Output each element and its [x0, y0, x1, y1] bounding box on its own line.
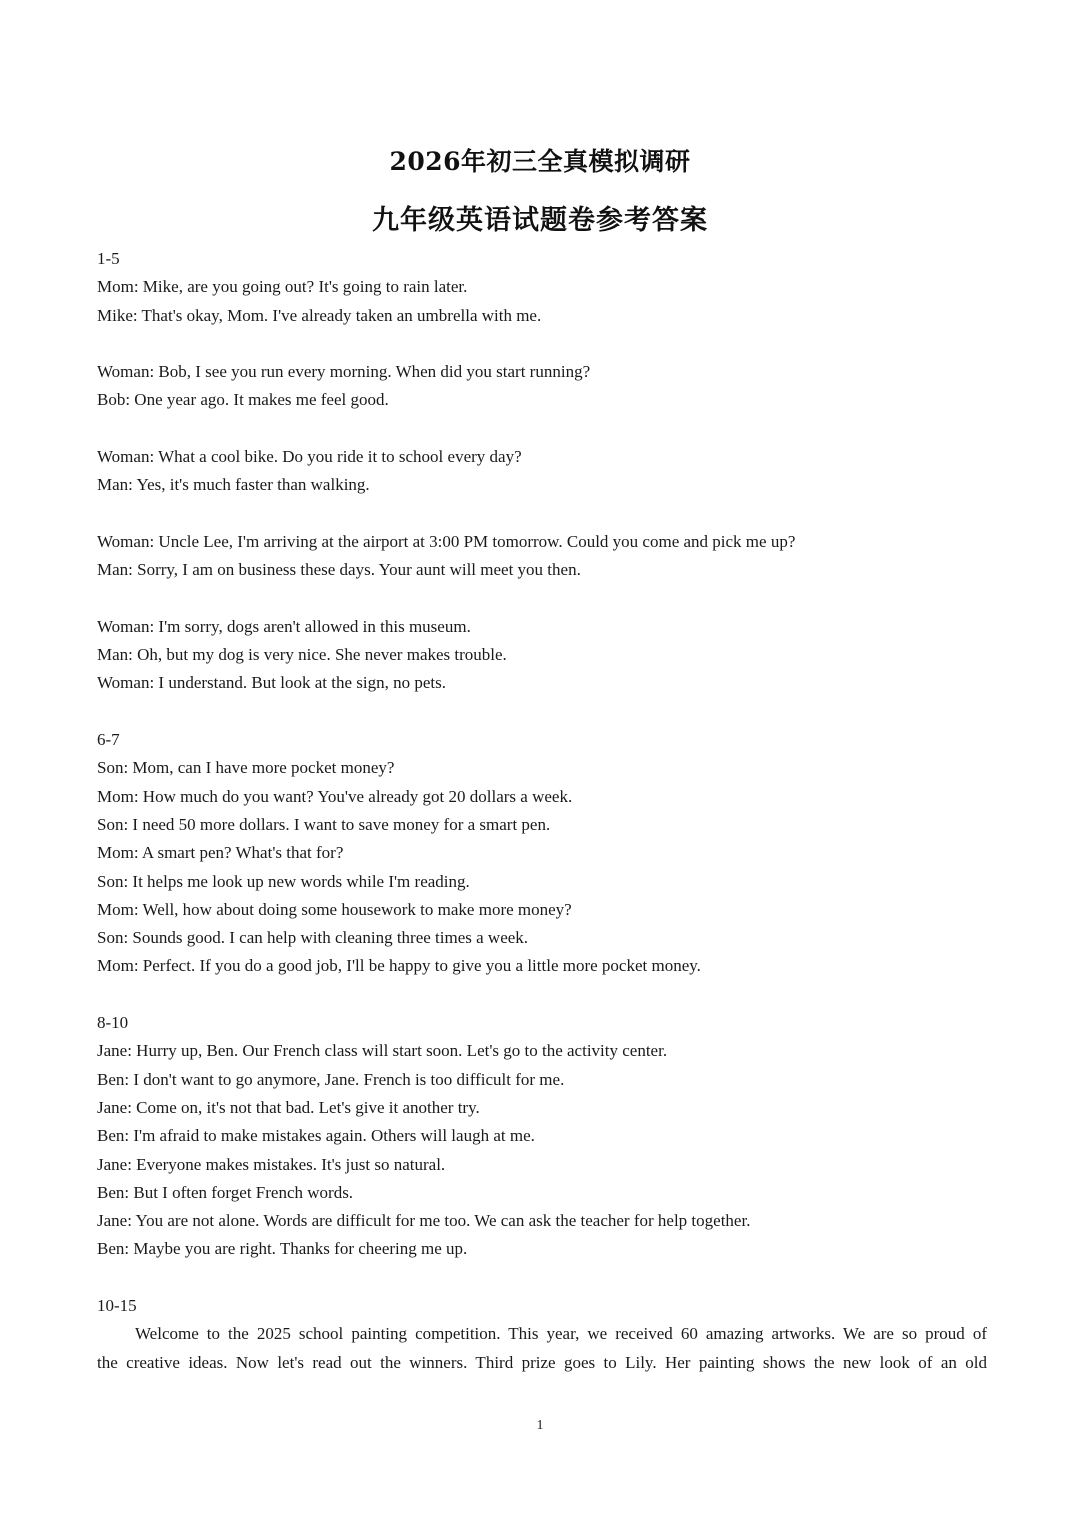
section-label: 10-15	[97, 1295, 137, 1315]
paragraph-line: Welcome to the 2025 school painting competition. This year, we received 60 amazing artworks. We are so proud of	[135, 1324, 987, 1344]
dialogue-line: Son: Sounds good. I can help with cleaning three times a week.	[97, 928, 529, 948]
section-6-7	[97, 726, 987, 981]
page-title: 2026年初三全真模拟调研	[389, 147, 691, 176]
spacer	[97, 585, 987, 613]
section-1-5	[97, 245, 987, 698]
dialogue-line: Mom: A smart pen? What's that for?	[97, 843, 344, 863]
spacer	[97, 500, 987, 528]
dialogue-line: Ben: Maybe you are right. Thanks for cheering me up.	[97, 1239, 468, 1259]
page-subtitle: 九年级英语试题卷参考答案	[372, 205, 708, 236]
dialogue-line: Ben: But I often forget French words.	[97, 1182, 354, 1202]
dialogue-line: Mom: Mike, are you going out? It's going to rain later.	[97, 277, 468, 297]
section-label: 1-5	[97, 249, 120, 268]
section-8-10	[97, 1009, 987, 1264]
dialogue-line: Woman: Uncle Lee, I'm arriving at the airport at 3:00 PM tomorrow. Could you come and pick me up?	[97, 531, 796, 551]
spacer	[97, 415, 987, 443]
dialogue-line: Son: It helps me look up new words while I'm reading.	[97, 871, 470, 891]
dialogue-line: Jane: Hurry up, Ben. Our French class will start soon. Let's go to the activity center.	[97, 1041, 668, 1061]
dialogue-line: Man: Oh, but my dog is very nice. She never makes trouble.	[97, 645, 507, 665]
dialogue-line: Mom: Well, how about doing some housework to make more money?	[97, 899, 572, 919]
spacer	[97, 330, 987, 358]
dialogue-line: Woman: I understand. But look at the sign, no pets.	[97, 673, 446, 693]
dialogue-line: Ben: I'm afraid to make mistakes again. Others will laugh at me.	[97, 1126, 535, 1146]
dialogue-line: Mom: How much do you want? You've already got 20 dollars a week.	[97, 786, 573, 806]
dialogue-line: Mom: Perfect. If you do a good job, I'll be happy to give you a little more pocket money.	[97, 956, 701, 976]
dialogue-line: Ben: I don't want to go anymore, Jane. French is too difficult for me.	[97, 1069, 565, 1089]
dialogue-line: Jane: Come on, it's not that bad. Let's give it another try.	[97, 1097, 480, 1117]
dialogue-line: Woman: I'm sorry, dogs aren't allowed in this museum.	[97, 616, 471, 636]
dialogue-line: Man: Sorry, I am on business these days. Your aunt will meet you then.	[97, 560, 581, 580]
document-body	[97, 245, 987, 1377]
dialogue-line: Bob: One year ago. It makes me feel good.	[97, 390, 389, 410]
section-label: 6-7	[97, 730, 120, 750]
dialogue-line: Woman: What a cool bike. Do you ride it to school every day?	[97, 447, 522, 467]
page-number: 1	[536, 1418, 544, 1433]
dialogue-line: Mike: That's okay, Mom. I've already taken an umbrella with me.	[97, 305, 542, 325]
paragraph-line: the creative ideas. Now let's read out the winners. Third prize goes to Lily. Her painting shows the new look of an old	[97, 1352, 987, 1372]
dialogue-line: Son: I need 50 more dollars. I want to save money for a smart pen.	[97, 814, 551, 834]
dialogue-line: Jane: Everyone makes mistakes. It's just so natural.	[97, 1154, 446, 1174]
dialogue-line: Jane: You are not alone. Words are difficult for me too. We can ask the teacher for help together.	[97, 1211, 751, 1231]
section-label: 8-10	[97, 1013, 129, 1033]
dialogue-line: Son: Mom, can I have more pocket money?	[97, 758, 395, 778]
dialogue-line: Woman: Bob, I see you run every morning. When did you start running?	[97, 362, 591, 382]
dialogue-line: Man: Yes, it's much faster than walking.	[97, 475, 370, 495]
section-10-15	[97, 1292, 987, 1377]
